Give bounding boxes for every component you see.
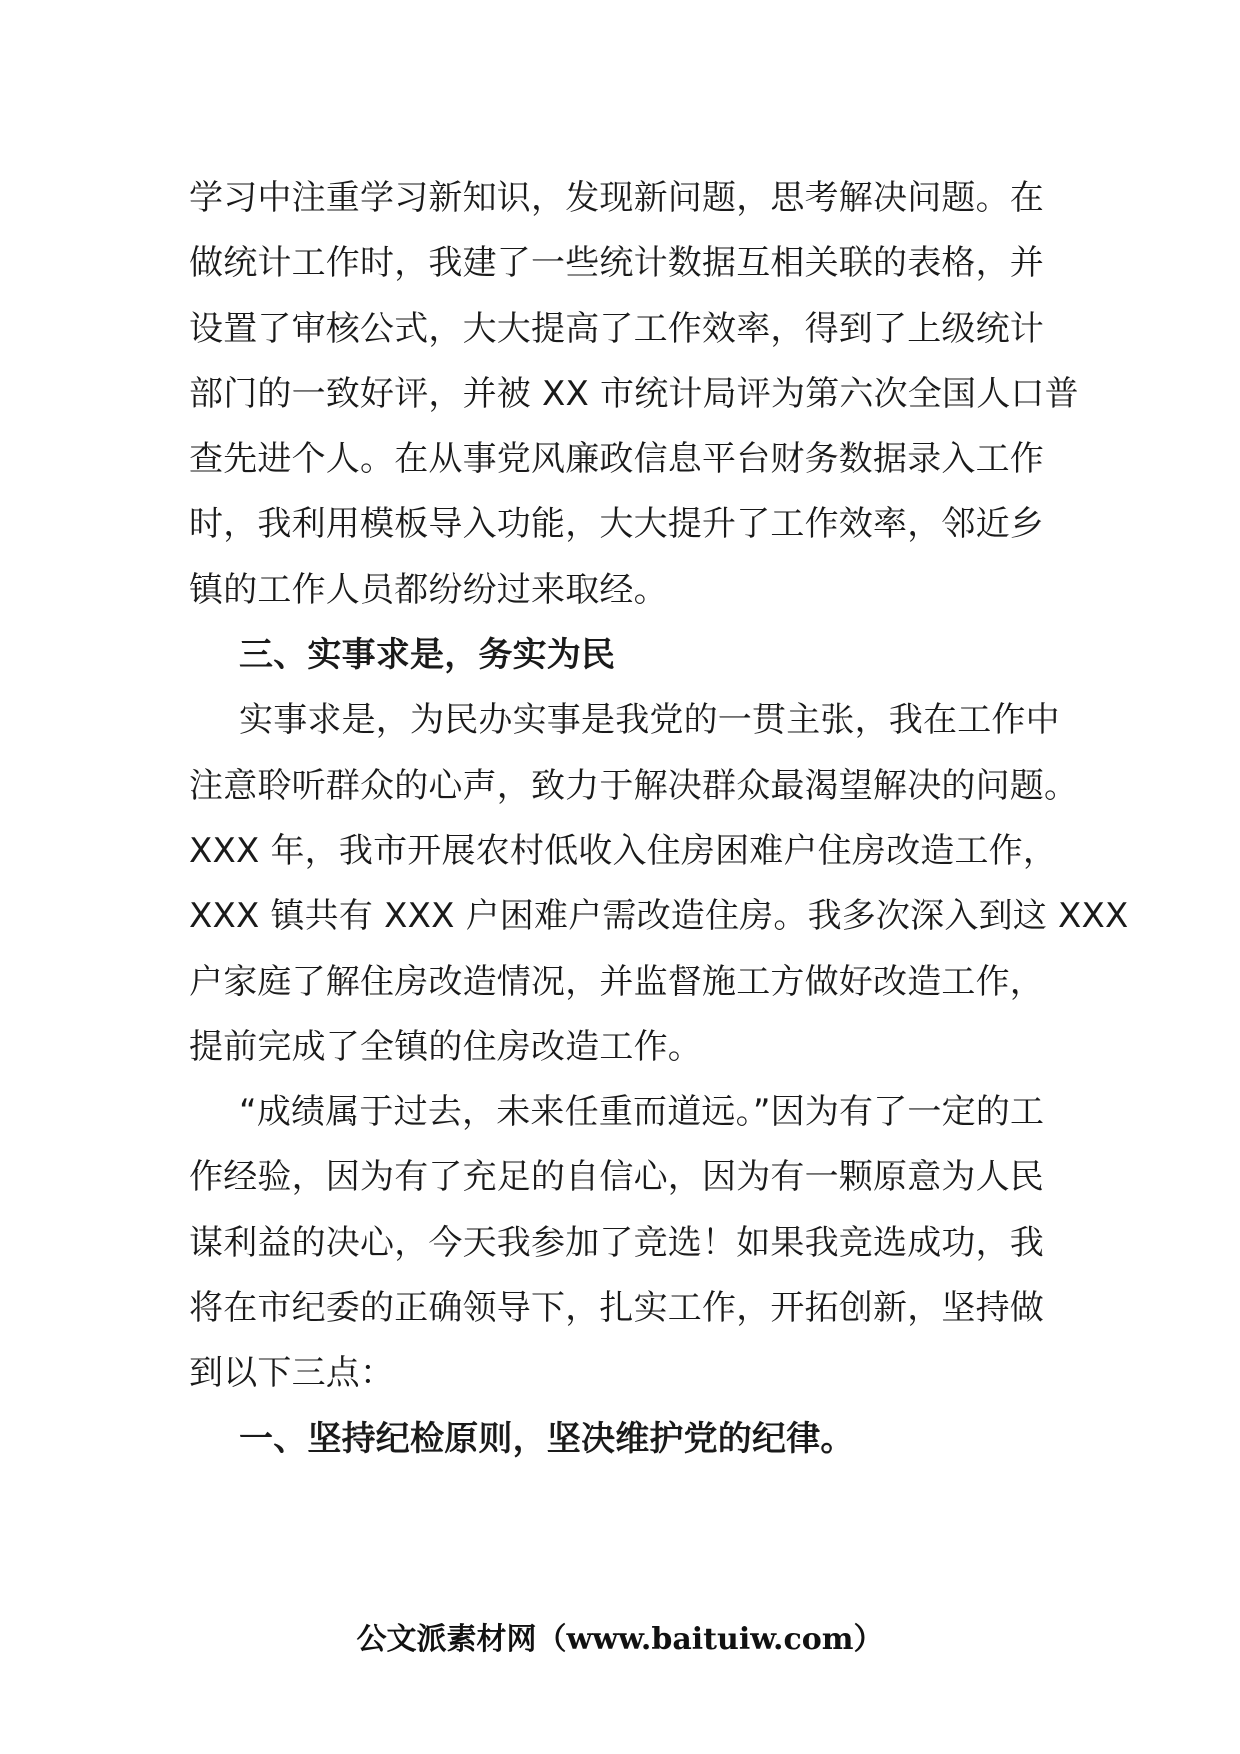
text-line: 谋利益的决心，今天我参加了竞选！如果我竞选成功，我 [189, 1222, 1044, 1263]
document-body [189, 166, 1129, 1472]
text-line: 户家庭了解住房改造情况，并监督施工方做好改造工作， [189, 961, 1044, 1002]
text-line: 查先进个人。在从事党风廉政信息平台财务数据录入工作 [189, 439, 1044, 480]
page-footer: 公文派素材网（www.baituiw.com） [356, 1622, 884, 1657]
text-line: 镇的工作人员都纷纷过来取经。 [189, 569, 668, 610]
text-line: XXX 镇共有 XXX 户困难户需改造住房。我多次深入到这 XXX [189, 896, 1129, 937]
text-line: 学习中注重学习新知识，发现新问题，思考解决问题。在 [189, 178, 1044, 218]
text-line: 时，我利用模板导入功能，大大提升了工作效率，邻近乡 [189, 504, 1044, 545]
text-line: 部门的一致好评，并被 XX 市统计局评为第六次全国人口普 [189, 373, 1079, 414]
text-line: 注意聆听群众的心声，致力于解决群众最渴望解决的问题。 [189, 765, 1079, 806]
text-line: 将在市纪委的正确领导下，扎实工作，开拓创新，坚持做 [189, 1288, 1044, 1329]
text-line: XXX 年，我市开展农村低收入住房困难户住房改造工作， [189, 830, 1058, 871]
text-line: 设置了审核公式，大大提高了工作效率，得到了上级统计 [189, 308, 1044, 349]
text-line: 作经验，因为有了充足的自信心，因为有一颗原意为人民 [189, 1157, 1044, 1198]
text-line: “成绩属于过去，未来任重而道远。”因为有了一定的工 [239, 1092, 1045, 1133]
text-line: 到以下三点： [189, 1353, 395, 1394]
section-heading: 一、坚持纪检原则，坚决维护党的纪律。 [239, 1418, 855, 1459]
text-line: 提前完成了全镇的住房改造工作。 [189, 1026, 702, 1067]
section-heading: 三、实事求是，务实为民 [239, 635, 616, 676]
text-line: 实事求是，为民办实事是我党的一贯主张，我在工作中 [239, 700, 1060, 741]
text-line: 做统计工作时，我建了一些统计数据互相关联的表格，并 [189, 243, 1044, 284]
